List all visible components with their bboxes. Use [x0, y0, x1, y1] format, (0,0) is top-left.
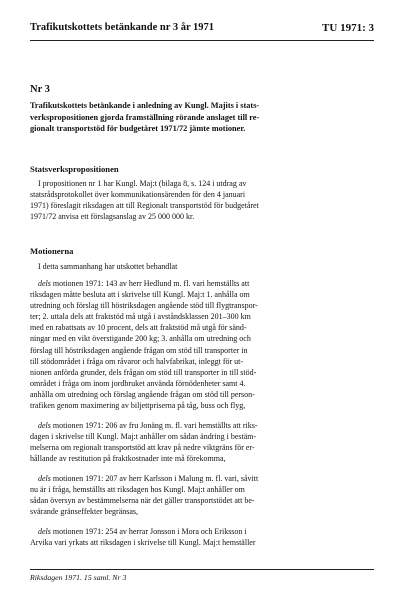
- paragraph-line: I detta sammanhang har utskottet behandlat: [38, 262, 178, 271]
- paragraph-line: dagen i skrivelse till Kungl. Maj:t anhåller om sådan ändring i bestäm-: [30, 432, 257, 442]
- paragraph-line: ningar med en vikt överstigande 200 kg; 3. anhålla om utredning och: [30, 334, 251, 344]
- paragraph-line: statsrådsprotokollet över kommunikationsärenden för den 4 januari: [30, 190, 246, 200]
- paragraph-line: till stödområdet i fråga om råvaror och halvfabrikat, inleggt för ut-: [30, 356, 244, 366]
- paragraph-line: [30, 278, 374, 289]
- paragraph-line: sådan översyn av bestämmelserna när det gäller transportstödet att be-: [30, 496, 255, 506]
- footer-rule: [30, 569, 374, 570]
- paragraph-line: Arvika vari yrkats att riksdagen i skrivelse till Kungl. Maj:t hemställer: [30, 538, 256, 548]
- emphasis-dels: dels: [38, 474, 51, 483]
- header-rule: [30, 40, 374, 41]
- header-title: Trafikutskottets betänkande nr 3 år 1971: [30, 22, 215, 33]
- paragraph-text: motionen 1971: 143 av herr Hedlund m. fl. vari hemställts att: [50, 279, 250, 288]
- paragraph-line: trafiken genom maximering av biljettpriserna på tåg, buss och flyg,: [30, 401, 246, 411]
- paragraph-motion-254: [30, 526, 374, 548]
- paragraph-line: med en rabattsats av 10 procent, dels att fraktstöd må utgå för sänd-: [30, 323, 247, 333]
- paragraph-motion-206: [30, 420, 374, 464]
- paragraph-line: förslag till höstriksdagen angående frågan om stöd till transporter in: [30, 345, 248, 355]
- paragraph-line: utredning och förslag till höstriksdagen angående stöd till flygtranspor-: [30, 301, 258, 311]
- section-heading-motionerna: Motionerna: [30, 246, 74, 256]
- paragraph-line: riksdagen måtte besluta att i skrivelse till Kungl. Maj:t 1. anhålla om: [30, 290, 250, 300]
- report-lead-title: [30, 100, 374, 135]
- paragraph: [30, 261, 374, 272]
- emphasis-dels: dels: [38, 527, 51, 536]
- paragraph-line: [30, 526, 374, 537]
- report-number: Nr 3: [30, 84, 50, 95]
- paragraph-motion-143: [30, 278, 374, 411]
- lead-line: gionalt transportstöd för budgetåret 1971/72 jämte motioner.: [30, 124, 246, 134]
- paragraph-line: [30, 473, 374, 484]
- paragraph-line: området i fråga om inom jordbruket använda förnödenheter samt 4.: [30, 378, 246, 388]
- page-footer: Riksdagen 1971. 15 saml. Nr 3: [30, 573, 127, 582]
- paragraph-text: motionen 1971: 207 av herr Karlsson i Malung m. fl. vari, såvitt: [50, 474, 259, 483]
- emphasis-dels: dels: [38, 279, 51, 288]
- paragraph-line: hållande av restitution på fraktkostnader inte må förekomma,: [30, 454, 226, 464]
- paragraph-text: motionen 1971: 254 av herrar Jonsson i Mora och Eriksson i: [50, 527, 247, 536]
- emphasis-dels: dels: [38, 421, 51, 430]
- lead-line: verkspropositionen gjorda framställning rörande anslaget till re-: [30, 112, 260, 122]
- paragraph-motion-207: [30, 473, 374, 517]
- paragraph-line: svärande gränseffekter begränsas,: [30, 507, 139, 517]
- header-doc-number: TU 1971: 3: [322, 22, 374, 34]
- paragraph-line: ter; 2. uttala dels att fraktstöd må utgå i avståndsklassen 201–300 km: [30, 312, 251, 322]
- paragraph-line: anhålla om utredning och förslag angående frågan om stöd till person-: [30, 389, 255, 399]
- paragraph-line: nu är i fråga, hemställts att riksdagen hos Kungl. Maj:t anhåller om: [30, 485, 245, 495]
- paragraph-line: 1971) föreslagit riksdagen att till Regionalt transportstöd för budgetåret: [30, 201, 259, 211]
- paragraph-line: I propositionen nr 1 har Kungl. Maj:t (bilaga 8, s. 124 i utdrag av: [38, 179, 247, 188]
- running-header: [30, 22, 374, 38]
- paragraph-line: nionen anförda grunder, dels frågan om stöd till transporter in till stöd-: [30, 367, 257, 377]
- paragraph-line: melserna om regionalt transportstöd att krav på nedre viktgräns för er-: [30, 443, 255, 453]
- paragraph-line: 1971/72 anvisa ett förslagsanslag av 25 000 000 kr.: [30, 212, 195, 222]
- lead-line: Trafikutskottets betänkande i anledning av Kungl. Majits i stats-: [30, 101, 260, 110]
- paragraph: [30, 178, 374, 222]
- paragraph-line: [30, 420, 374, 431]
- section-heading-statsverkspropositionen: Statsverkspropositionen: [30, 164, 119, 174]
- paragraph-text: motionen 1971: 206 av fru Jonäng m. fl. vari hemställts att riks-: [50, 421, 258, 430]
